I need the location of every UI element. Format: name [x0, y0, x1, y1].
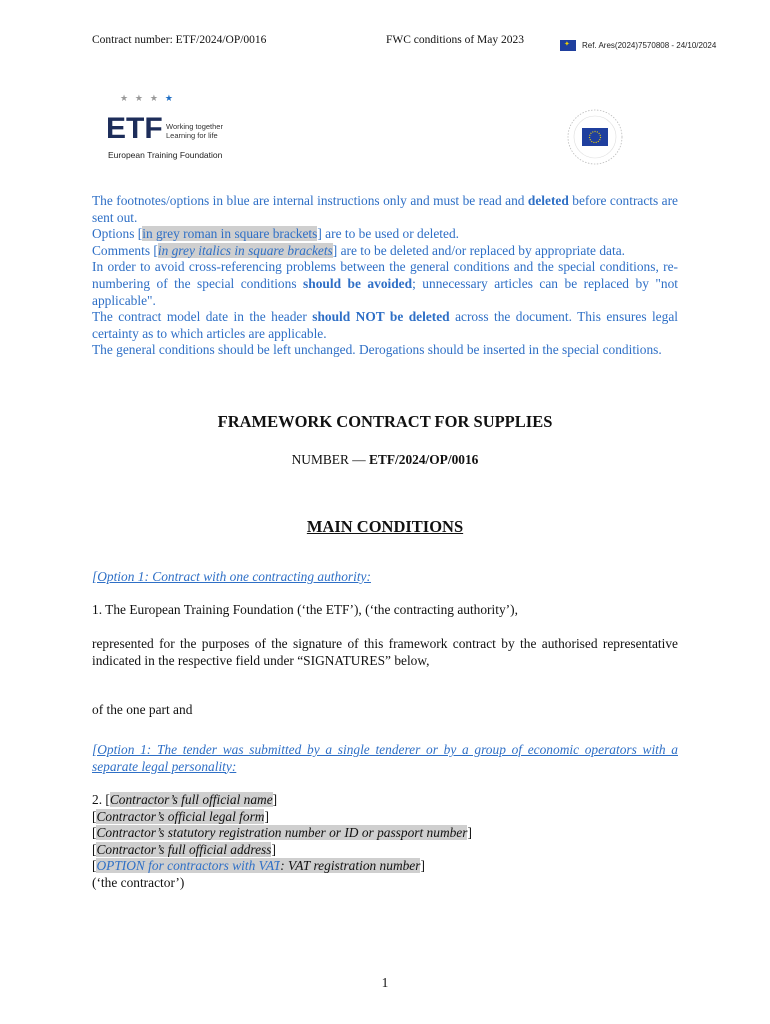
- note-3: Comments [in grey italics in square brackets] are to be deleted and/or replaced by appropriate data.: [92, 242, 625, 258]
- one-part-paragraph: of the one part and: [92, 702, 193, 717]
- logo-organisation: European Training Foundation: [108, 150, 223, 160]
- option-contracting-authority: [Option 1: Contract with one contracting authority:: [92, 569, 371, 584]
- header-contract-number: Contract number: ETF/2024/OP/0016: [92, 34, 267, 46]
- etf-logo: [100, 94, 230, 164]
- option-tender-paragraph: [Option 1: The tender was submitted by a single tenderer or by a group of economic operators with a separate legal personality:: [92, 742, 678, 774]
- logo-tagline: Working together Learning for life: [166, 122, 223, 140]
- contractor-block: [92, 792, 678, 892]
- contractor-vat-line: [OPTION for contractors with VAT: VAT registration number]: [92, 858, 425, 874]
- page-number: 1: [381, 975, 389, 990]
- header-fwc-conditions: FWC conditions of May 2023: [386, 34, 524, 46]
- main-conditions-heading: MAIN CONDITIONS: [306, 517, 464, 536]
- note-5: The contract model date in the header should NOT be deleted across the document. This ensures legal certainty as to which articles are applicable.: [92, 309, 678, 341]
- party-1-paragraph: 1. The European Training Foundation (‘the ETF’), (‘the contracting authority’),: [92, 602, 518, 617]
- ares-reference: [560, 40, 716, 51]
- internal-instructions: [92, 193, 678, 359]
- contract-number-line: NUMBER — ETF/2024/OP/0016: [291, 452, 479, 467]
- eu-flag-icon: [560, 40, 576, 51]
- contractor-address-line: [Contractor’s full official address]: [92, 841, 276, 857]
- contractor-legal-form-line: [Contractor’s official legal form]: [92, 808, 269, 824]
- note-4: In order to avoid cross-referencing problems between the general conditions and the special conditions, re-numbering of the special conditions should be avoided; unnecessary articles can be replaced by "not applicable".: [92, 259, 678, 308]
- note-1: The footnotes/options in blue are internal instructions only and must be read and deleted before contracts are sent out.: [92, 193, 678, 225]
- contractor-registration-line: [Contractor’s statutory registration number or ID or passport number]: [92, 825, 472, 841]
- eu-seal-icon: [566, 108, 624, 166]
- logo-stars-icon: ★ ★ ★ ★: [120, 94, 175, 104]
- ares-reference-text: Ref. Ares(2024)7570808 - 24/10/2024: [582, 41, 717, 50]
- contractor-label-line: (‘the contractor’): [92, 874, 185, 890]
- represented-paragraph: represented for the purposes of the signature of this framework contract by the authorised representative indicated in the respective field under “SIGNATURES” below,: [92, 636, 678, 668]
- note-2: Options [in grey roman in square brackets] are to be used or deleted.: [92, 226, 460, 242]
- document-title: FRAMEWORK CONTRACT FOR SUPPLIES: [217, 412, 553, 431]
- note-6: The general conditions should be left unchanged. Derogations should be inserted in the special conditions.: [92, 342, 662, 358]
- logo-acronym: ETF: [106, 112, 163, 145]
- contractor-name-line: 2. [Contractor’s full official name]: [92, 792, 278, 807]
